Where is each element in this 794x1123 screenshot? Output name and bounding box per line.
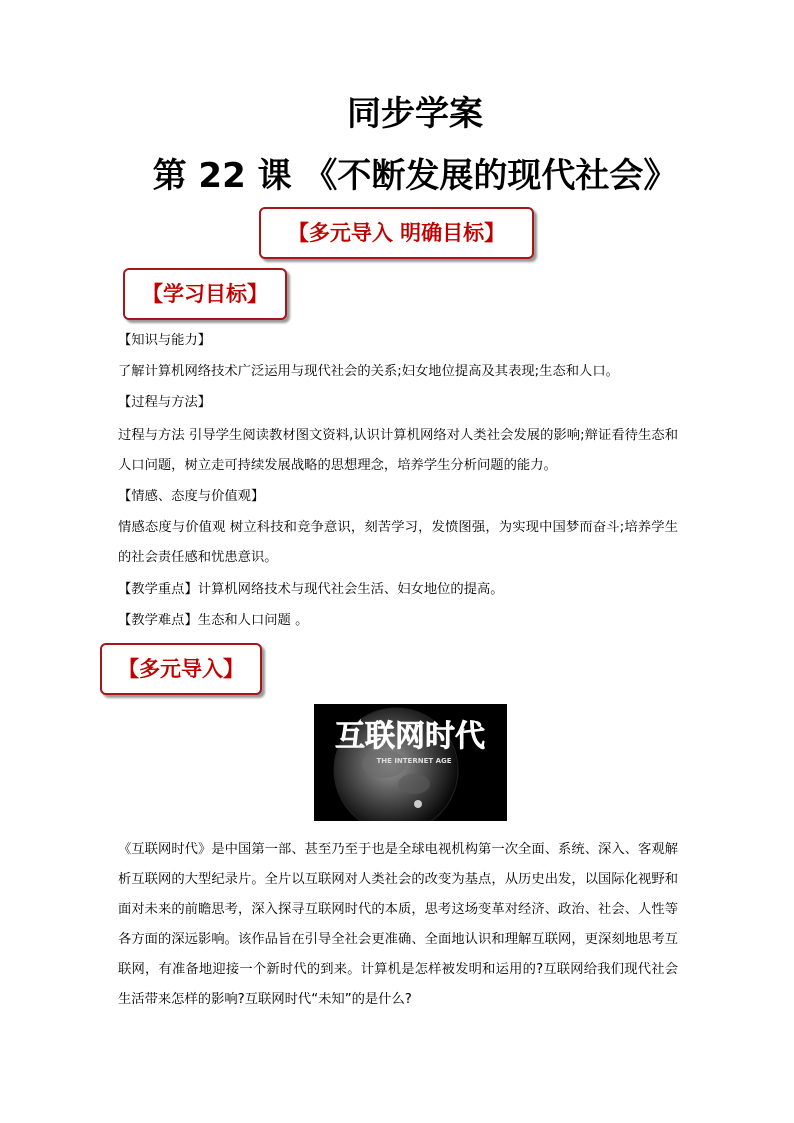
intro-paragraph: 《互联网时代》是中国第一部、甚至乃至于也是全球电视机构第一次全面、系统、深入、客观解析互联网的大型纪录片。全片以互联网对人类社会的改变为基点，从历史出发，以国际化视野和面对未来的前瞻思考，深入探寻互联网时代的本质，思考这场变革对经济、政治、社会、人性等各方面的深远影响。该作品旨在引导全社会更准确、全面地认识和理解互联网，更深刻地思考互联网，有准备地迎接一个新时代的到来。计算机是怎样被发明和运用的?互联网给我们现代社会生活带来怎样的影响?互联网时代“未知”的是什么? [118, 842, 678, 1008]
emotion-heading: 【情感、态度与价值观】 [118, 489, 265, 504]
process-heading: 【过程与方法】 [118, 395, 212, 410]
key-point: 【教学重点】计算机网络技术与现代社会生活、妇女地位的提高。 [118, 582, 504, 597]
process-text: 过程与方法 引导学生阅读教材图文资料,认识计算机网络对人类社会发展的影响;辩证看待生态和人口问题，树立走可持续发展战略的思想理念，培养学生分析问题的能力。 [118, 428, 678, 473]
emotion-text: 情感态度与价值观 树立科技和竞争意识，刻苦学习，发愤图强，为实现中国梦而奋斗;培养学生的社会责任感和忧患意识。 [118, 520, 678, 565]
section-box-main: 【多元导入 明确目标】 [259, 207, 534, 259]
poster-subtitle: THE INTERNET AGE [376, 757, 452, 765]
poster-title: 互联网时代 [335, 719, 485, 754]
page-title: 同步学案 [347, 94, 483, 134]
difficulty-point: 【教学难点】生态和人口问题 。 [118, 613, 309, 628]
knowledge-heading: 【知识与能力】 [118, 333, 212, 348]
section-box-intro: 【多元导入】 [100, 643, 262, 695]
section-box-goals: 【学习目标】 [123, 268, 287, 320]
knowledge-text: 了解计算机网络技术广泛运用与现代社会的关系;妇女地位提高及其表现;生态和人口。 [118, 364, 619, 379]
lesson-title: 第 22 课 《不断发展的现代社会》 [152, 156, 678, 196]
documentary-poster-image [314, 704, 507, 821]
